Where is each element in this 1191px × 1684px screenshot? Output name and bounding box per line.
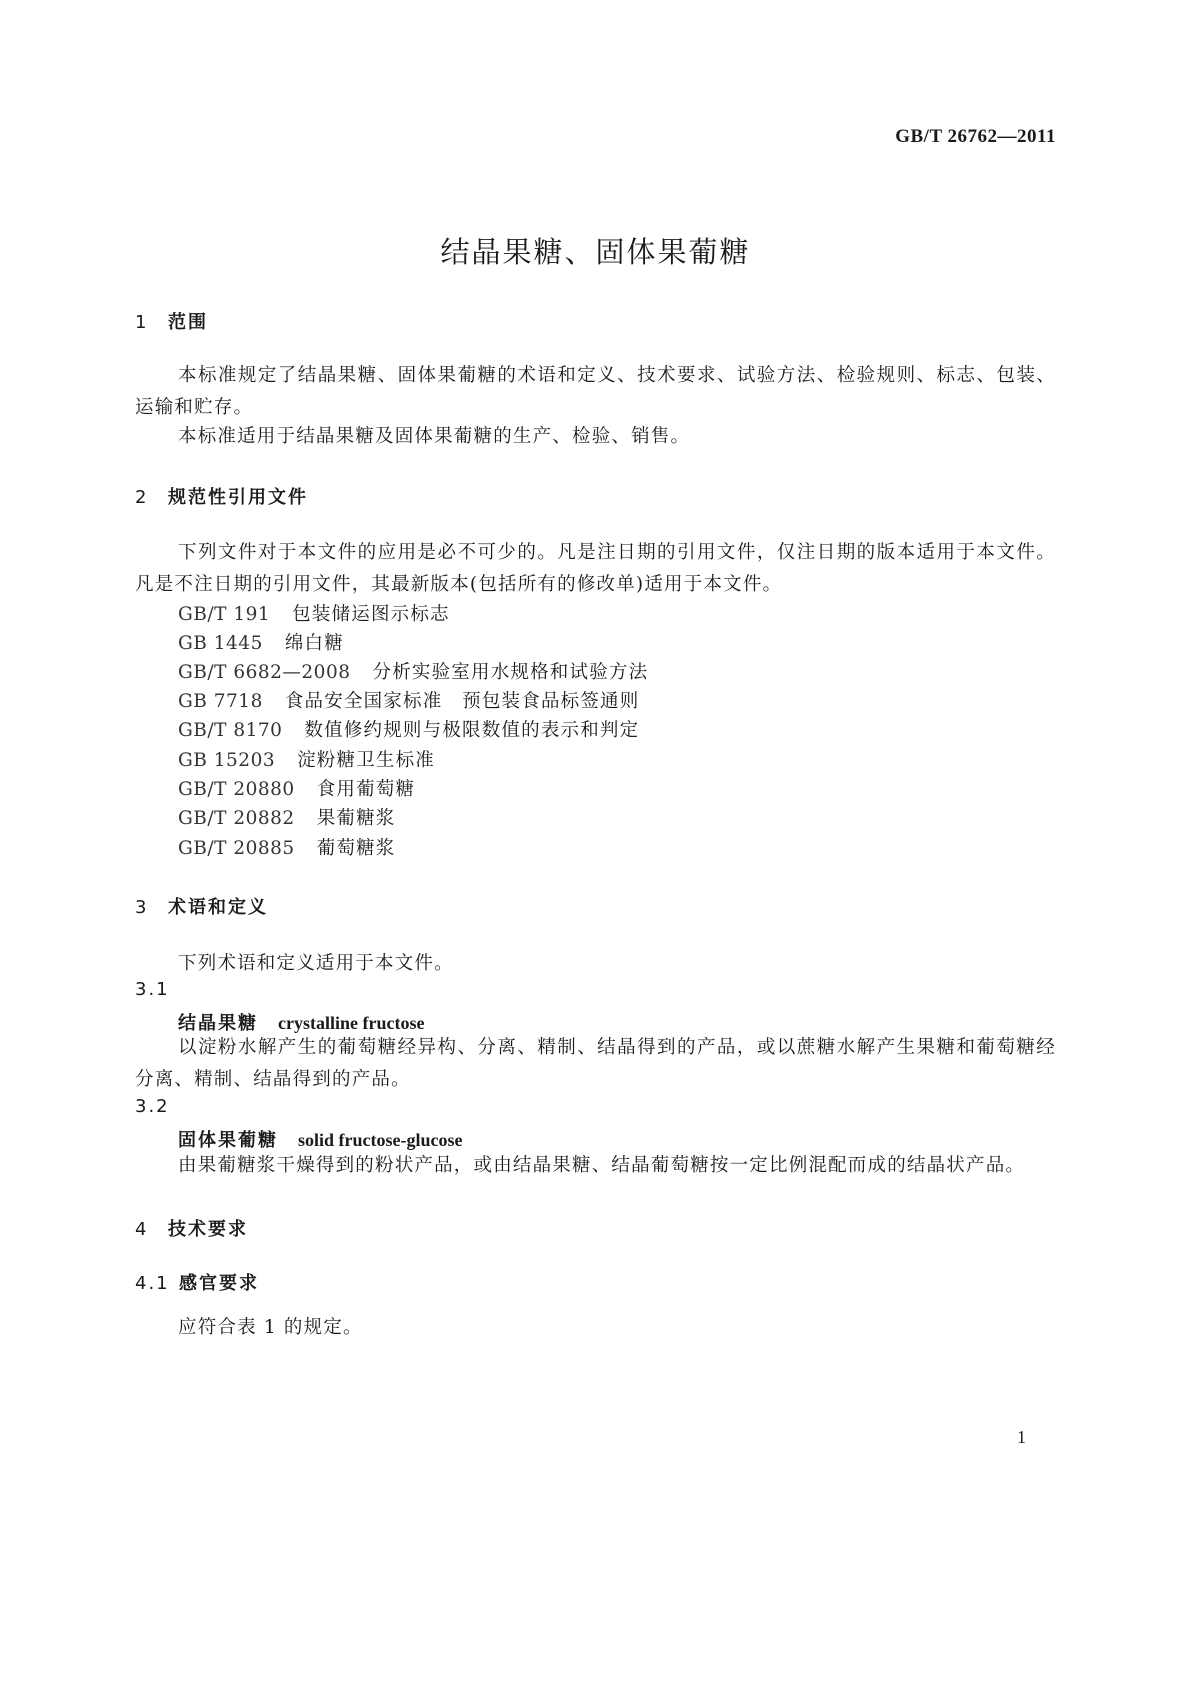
subsection-title: 感官要求: [179, 1273, 259, 1294]
reference-item: [178, 658, 648, 684]
subsection-4-1-heading: [135, 1269, 259, 1295]
term-number: 3.2: [135, 1096, 170, 1117]
section-number: 4: [135, 1219, 149, 1240]
reference-item: [178, 716, 639, 742]
term-chinese: 结晶果糖: [178, 1013, 258, 1034]
reference-name: 分析实验室用水规格和试验方法: [372, 662, 649, 683]
standard-code: GB/T 26762—2011: [895, 126, 1056, 147]
reference-code: GB/T 191: [178, 604, 271, 625]
reference-item: [178, 775, 415, 801]
section-2-heading: [135, 483, 308, 509]
section-title: 技术要求: [168, 1219, 248, 1240]
reference-item: [178, 834, 396, 860]
subsection-number: 4.1: [135, 1273, 170, 1294]
section-3-heading: [135, 893, 268, 919]
reference-name: 淀粉糖卫生标准: [297, 750, 436, 771]
reference-name: 葡萄糖浆: [316, 838, 396, 859]
section-4-heading: [135, 1215, 248, 1241]
term-definition: 以淀粉水解产生的葡萄糖经异构、分离、精制、结晶得到的产品，或以蔗糖水解产生果糖和葡萄糖经分离、精制、结晶得到的产品。: [135, 1037, 1056, 1090]
term-heading: [178, 1126, 462, 1152]
paragraph: 应符合表 1 的规定。: [178, 1317, 363, 1338]
reference-name: 食用葡萄糖: [316, 779, 416, 800]
reference-name: 绵白糖: [284, 633, 344, 654]
reference-item: [178, 746, 435, 772]
reference-code: GB 1445: [178, 633, 263, 654]
reference-name: 食品安全国家标准 预包装食品标签通则: [284, 691, 640, 712]
section-number: 1: [135, 312, 149, 333]
reference-code: GB/T 20885: [178, 838, 295, 859]
reference-code: GB/T 8170: [178, 720, 283, 741]
section-number: 2: [135, 487, 149, 508]
paragraph: 下列术语和定义适用于本文件。: [178, 953, 454, 974]
section-title: 规范性引用文件: [168, 487, 308, 508]
term-chinese: 固体果葡糖: [178, 1130, 278, 1151]
term-english: solid fructose-glucose: [298, 1130, 463, 1150]
paragraph: 本标准适用于结晶果糖及固体果葡糖的生产、检验、销售。: [178, 426, 691, 447]
reference-code: GB/T 20880: [178, 779, 295, 800]
reference-name: 果葡糖浆: [316, 808, 396, 829]
reference-code: GB 15203: [178, 750, 276, 771]
section-number: 3: [135, 897, 149, 918]
reference-item: [178, 687, 639, 713]
reference-item: [178, 629, 344, 655]
reference-name: 包装储运图示标志: [292, 604, 450, 625]
page-number: 1: [1017, 1427, 1026, 1447]
section-1-heading: [135, 308, 208, 334]
term-definition: 由果葡糖浆干燥得到的粉状产品，或由结晶果糖、结晶葡萄糖按一定比例混配而成的结晶状产品。: [178, 1155, 1026, 1176]
section-title: 范围: [168, 312, 208, 333]
page-title: 结晶果糖、固体果葡糖: [440, 235, 751, 269]
reference-code: GB/T 20882: [178, 808, 295, 829]
paragraph: 下列文件对于本文件的应用是必不可少的。凡是注日期的引用文件，仅注日期的版本适用于本文件。凡是不注日期的引用文件，其最新版本(包括所有的修改单)适用于本文件。: [135, 542, 1056, 595]
reference-item: [178, 804, 396, 830]
reference-code: GB 7718: [178, 691, 263, 712]
paragraph: 本标准规定了结晶果糖、固体果葡糖的术语和定义、技术要求、试验方法、检验规则、标志、包装、运输和贮存。: [135, 365, 1056, 418]
reference-name: 数值修约规则与极限数值的表示和判定: [304, 720, 640, 741]
reference-code: GB/T 6682—2008: [178, 662, 351, 683]
term-number: 3.1: [135, 979, 170, 1000]
section-title: 术语和定义: [168, 897, 268, 918]
reference-item: [178, 600, 450, 626]
term-english: crystalline fructose: [278, 1013, 425, 1033]
